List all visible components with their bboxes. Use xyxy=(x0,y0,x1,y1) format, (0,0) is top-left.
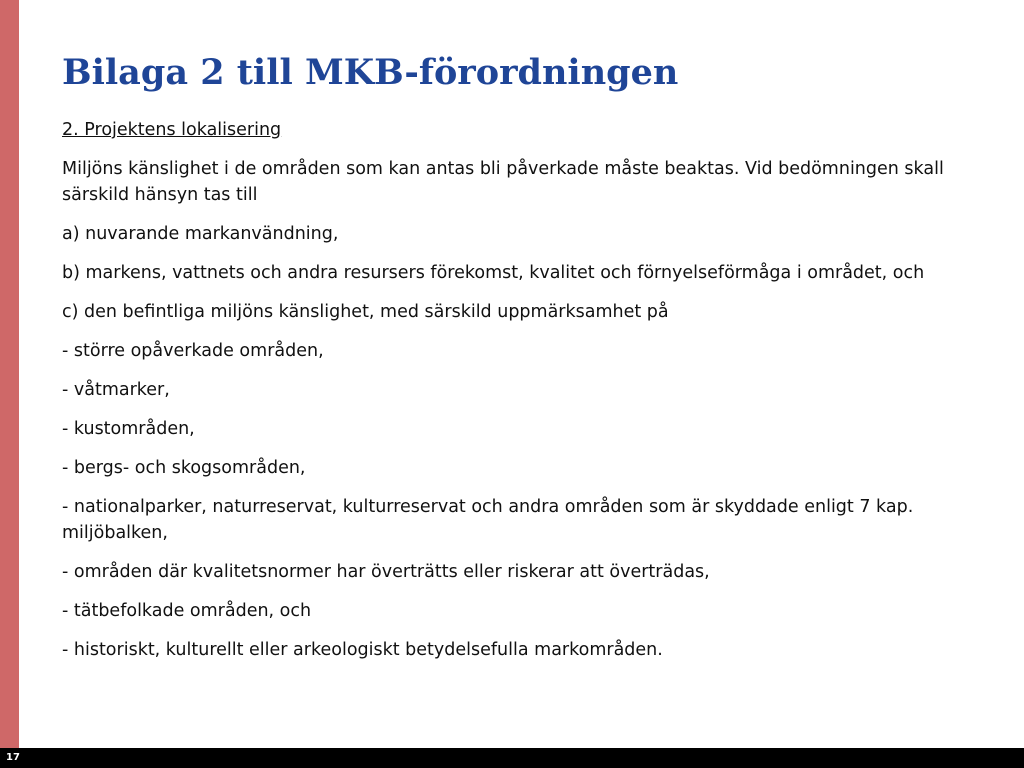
paragraph-intro: Miljöns känslighet i de områden som kan antas bli påverkade måste beaktas. Vid bedömningen skall särskild hänsyn tas till xyxy=(62,159,944,205)
bottom-bar xyxy=(0,748,1024,768)
list-item: - nationalparker, naturreservat, kulturreservat och andra områden som är skyddade enligt 7 kap. miljöbalken, xyxy=(62,497,914,543)
subheading: 2. Projektens lokalisering xyxy=(62,120,282,140)
list-item: - större opåverkade områden, xyxy=(62,341,324,361)
list-item: - våtmarker, xyxy=(62,380,170,400)
slide-body xyxy=(62,117,962,676)
list-item: - tätbefolkade områden, och xyxy=(62,601,312,621)
list-item: a) nuvarande markanvändning, xyxy=(62,224,339,244)
slide-number: 17 xyxy=(6,752,20,763)
list-item: - bergs- och skogsområden, xyxy=(62,458,306,478)
list-item: c) den befintliga miljöns känslighet, med särskild uppmärksamhet på xyxy=(62,302,669,322)
side-accent-bar xyxy=(0,0,19,748)
list-item: - historiskt, kulturellt eller arkeologiskt betydelsefulla markområden. xyxy=(62,640,663,660)
list-item: b) markens, vattnets och andra resursers förekomst, kvalitet och förnyelseförmåga i området, och xyxy=(62,263,925,283)
list-item: - kustområden, xyxy=(62,419,195,439)
slide-title: Bilaga 2 till MKB-förordningen xyxy=(62,52,679,93)
list-item: - områden där kvalitetsnormer har överträtts eller riskerar att överträdas, xyxy=(62,562,710,582)
